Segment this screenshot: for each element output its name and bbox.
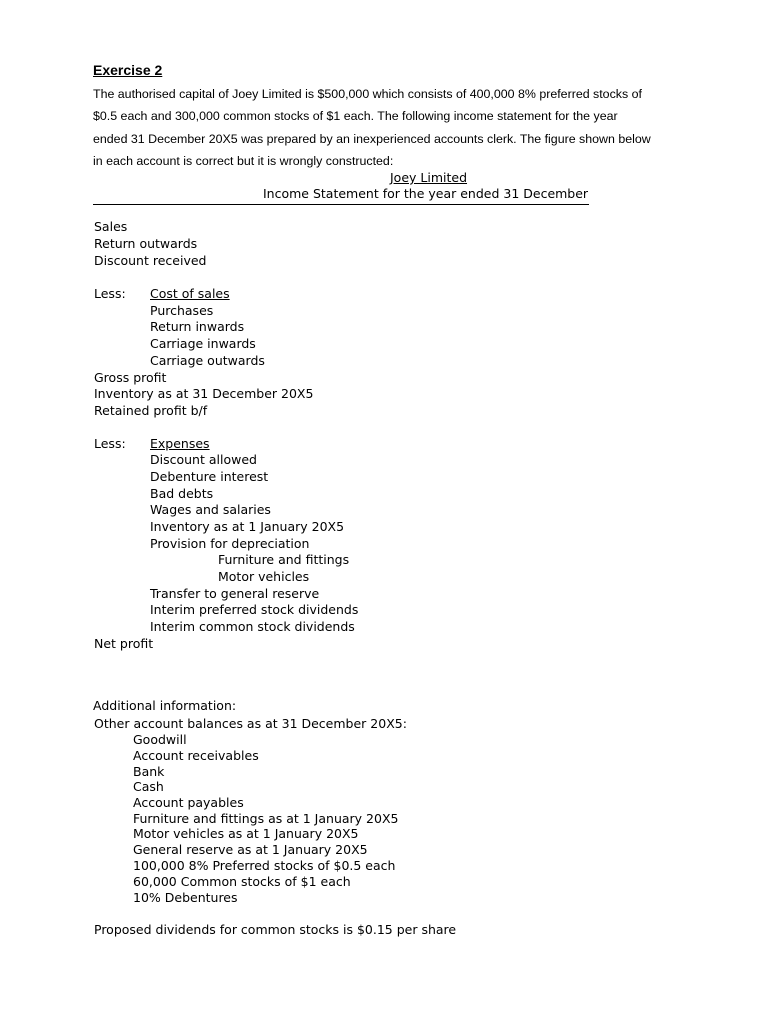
statement-line: Wages and salaries — [150, 502, 271, 517]
statement-line: Inventory as at 31 December 20X5 — [94, 386, 314, 401]
balance-item: Furniture and fittings as at 1 January 20X5 — [133, 811, 399, 826]
statement-line: Debenture interest — [150, 469, 269, 484]
statement-line: Purchases — [150, 303, 214, 318]
statement-line: Return outwards — [94, 236, 198, 251]
statement-line: Return inwards — [150, 319, 245, 334]
balance-item: Bank — [133, 764, 165, 779]
balance-item: Cash — [133, 779, 164, 794]
balance-item: 10% Debentures — [133, 890, 238, 905]
statement-line: Transfer to general reserve — [150, 586, 320, 601]
balance-item: Motor vehicles as at 1 January 20X5 — [133, 826, 359, 841]
balance-item: Account payables — [133, 795, 244, 810]
intro-line: The authorised capital of Joey Limited is $500,000 which consists of 400,000 8% preferred stocks of — [93, 87, 642, 101]
exercise-title: Exercise 2 — [93, 62, 163, 78]
statement-line: Gross profit — [94, 370, 167, 385]
statement-title: Income Statement for the year ended 31 December — [263, 186, 589, 201]
intro-line: ended 31 December 20X5 was prepared by an inexperienced accounts clerk. The figure shown below — [93, 131, 651, 146]
balances-intro: Other account balances as at 31 December 20X5: — [94, 716, 407, 731]
statement-line: Motor vehicles — [218, 569, 310, 584]
statement-line: Discount received — [94, 253, 207, 268]
proposed-dividends: Proposed dividends for common stocks is $0.15 per share — [94, 922, 457, 937]
statement-line: Furniture and fittings — [218, 552, 350, 567]
statement-line: Carriage outwards — [150, 353, 265, 368]
balance-item: Goodwill — [133, 732, 187, 747]
statement-line: Interim preferred stock dividends — [150, 602, 359, 617]
balance-item: 100,000 8% Preferred stocks of $0.5 each — [133, 858, 396, 873]
statement-line: Provision for depreciation — [150, 536, 310, 551]
balance-item: 60,000 Common stocks of $1 each — [133, 874, 351, 889]
balance-item: Account receivables — [133, 748, 259, 763]
statement-line: Net profit — [94, 636, 154, 651]
less-label: Less: — [94, 436, 126, 451]
statement-line: Sales — [94, 219, 128, 234]
statement-line: Carriage inwards — [150, 336, 256, 351]
company-name: Joey Limited — [390, 170, 468, 185]
statement-line: Inventory as at 1 January 20X5 — [150, 519, 345, 534]
statement-line: Bad debts — [150, 486, 214, 501]
statement-line: Retained profit b/f — [94, 403, 208, 418]
intro-line: in each account is correct but it is wrongly constructed: — [93, 153, 394, 168]
balance-item: General reserve as at 1 January 20X5 — [133, 842, 368, 857]
expenses-heading: Expenses — [150, 436, 210, 451]
additional-heading: Additional information: — [93, 698, 237, 713]
statement-line: Interim common stock dividends — [150, 619, 355, 634]
title-rule — [93, 204, 589, 205]
cost-of-sales-heading: Cost of sales — [150, 286, 230, 301]
statement-line: Discount allowed — [150, 452, 257, 467]
less-label: Less: — [94, 286, 126, 301]
intro-paragraph — [93, 83, 678, 172]
intro-line: $0.5 each and 300,000 common stocks of $1 each. The following income statement for the year — [93, 109, 618, 124]
